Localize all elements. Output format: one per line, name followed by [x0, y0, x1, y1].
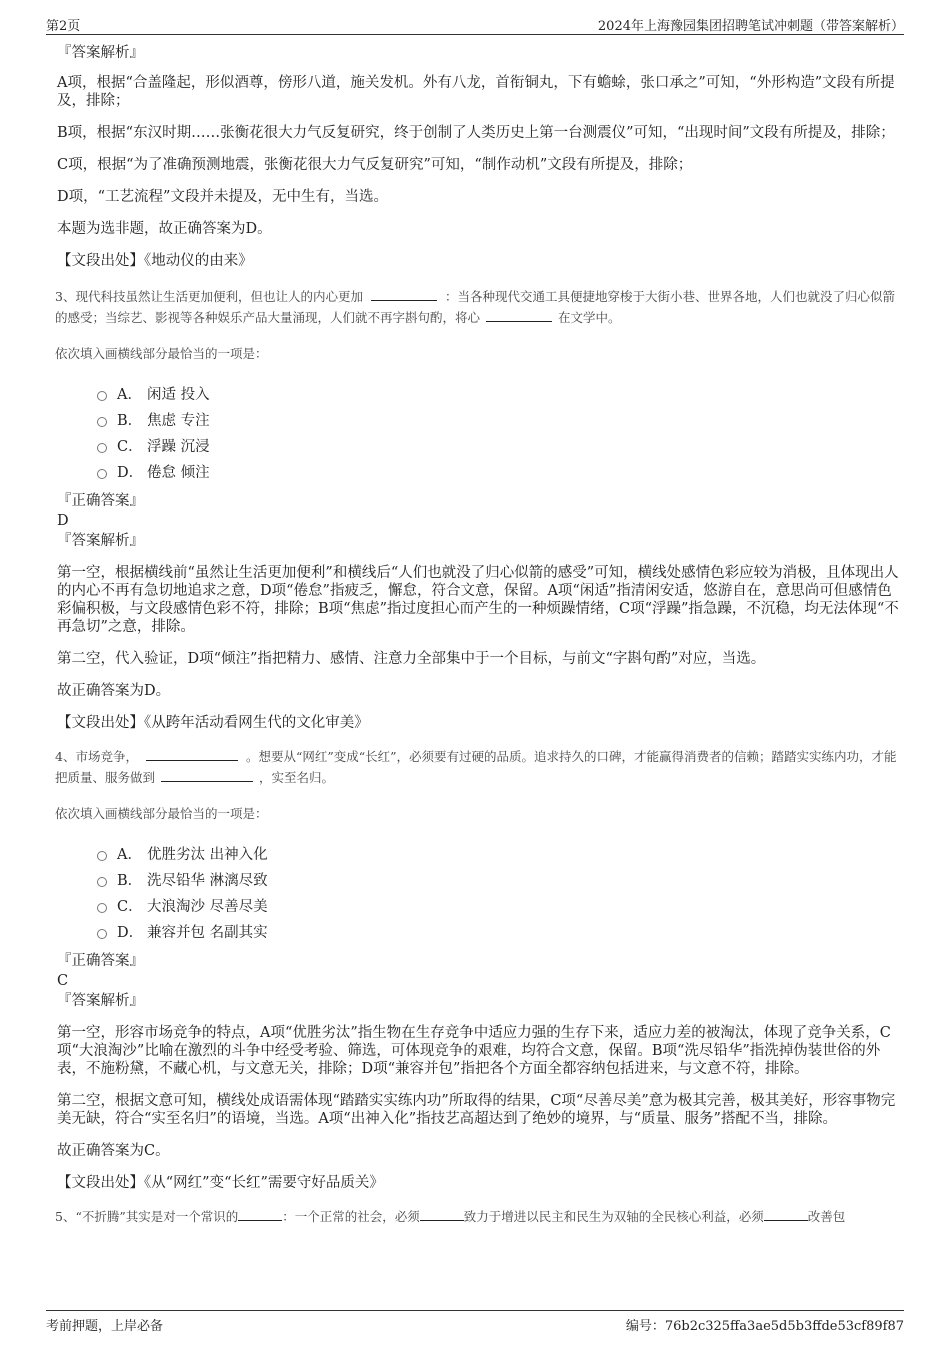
question-instruction: 依次填入画横线部分最恰当的一项是：: [55, 806, 268, 821]
footer-slogan: 考前押题，上岸必备: [46, 1319, 164, 1334]
fill-blank: [764, 1208, 808, 1221]
analysis-paragraph: A项，根据“合盖隆起，形似酒尊，傍形八道，施关发机。外有八龙，首衔铜丸，下有蟾蜍，张口承之”可知，“外形构造”文段有所提及，排除；: [57, 75, 895, 109]
radio-icon[interactable]: [97, 391, 107, 401]
analysis-paragraph: 故正确答案为D。: [57, 683, 171, 699]
analysis-paragraph: C项，根据“为了准确预测地震，张衡花很大力气反复研究”可知，“制作动机”文段有所提及，排除；: [57, 157, 693, 173]
source-citation: 【文段出处】《从跨年活动看网生代的文化审美》: [57, 715, 369, 731]
radio-icon[interactable]: [97, 877, 107, 887]
fill-blank: [238, 1208, 282, 1221]
document-id: 编号：76b2c325ffa3ae5d5b3ffde53cf89f87: [625, 1319, 904, 1334]
analysis-label: 『答案解析』: [57, 45, 144, 61]
radio-icon[interactable]: [97, 851, 107, 861]
option-d[interactable]: D． 兼容并包 名副其实: [97, 920, 904, 946]
option-a[interactable]: A． 优胜劣汰 出神入化: [97, 842, 904, 868]
page-header: [46, 12, 904, 35]
analysis-paragraph: 第一空，形容市场竞争的特点，A项“优胜劣汰”指生物在生存竞争中适应力强的生存下来，适应力差的被淘汰，体现了竞争关系，C项“大浪淘沙”比喻在激烈的斗争中经受考验、筛选，可体现竞争的艰难，均符合文意，保留。B项“洗尽铅华”指洗掉伪装世俗的外表，不施粉黛，不藏心机，与文意无关，排除；D项“兼容并包”指把各个方面全都容纳包括进来，与文意不符，排除。: [57, 1025, 891, 1077]
radio-icon[interactable]: [97, 417, 107, 427]
fill-blank: [161, 769, 253, 782]
option-c[interactable]: C． 大浪淘沙 尽善尽美: [97, 894, 904, 920]
question-4-stem: 4、市场竞争， 。想要从“网红”变成“长红”，必须要有过硬的品质。追求持久的口碑，才能赢得消费者的信赖；踏踏实实练内功，才能把质量、服务做到 ，实至名归。: [55, 749, 897, 785]
correct-answer-label: 『正确答案』: [57, 953, 144, 969]
radio-icon[interactable]: [97, 469, 107, 479]
option-b[interactable]: B． 焦虑 专注: [97, 408, 904, 434]
question-5-stem: 5、“不折腾”其实是对一个常识的 ：一个正常的社会，必须 致力于增进以民主和民生为双轴的全民核心利益，必须 改善包: [55, 1209, 846, 1224]
analysis-paragraph: 第二空，代入验证，D项“倾注”指把精力、感情、注意力全部集中于一个目标，与前文“字斟句酌”对应，当选。: [57, 651, 766, 667]
radio-icon[interactable]: [97, 903, 107, 913]
analysis-paragraph: 第一空，根据横线前“虽然让生活更加便利”和横线后“人们也就没了归心似箭的感受”可知，横线处感情色彩应较为消极，且体现出人的内心不再有急切地追求之意，D项“倦怠”指疲乏，懈怠，符合文意，保留。A项“闲适”指清闲安适，悠游自在，意思尚可但感情色彩偏积极，与文段感情色彩不符，排除；B项“焦虑”指过度担心而产生的一种烦躁情绪，C项“浮躁”指急躁，不沉稳，均无法体现“不再急切”之意，排除。: [57, 565, 899, 635]
option-d[interactable]: D． 倦怠 倾注: [97, 460, 904, 486]
page-number: 第2页: [46, 19, 81, 34]
question-4-options: [97, 842, 904, 946]
correct-answer: C: [57, 973, 69, 989]
correct-answer: D: [57, 513, 69, 529]
document-title: 2024年上海豫园集团招聘笔试冲刺题（带答案解析）: [597, 19, 904, 34]
question-instruction: 依次填入画横线部分最恰当的一项是：: [55, 346, 268, 361]
option-a[interactable]: A． 闲适 投入: [97, 382, 904, 408]
page-content: [57, 42, 904, 1243]
fill-blank: [371, 288, 437, 301]
fill-blank: [146, 748, 238, 761]
analysis-paragraph: B项，根据“东汉时期……张衡花很大力气反复研究，终于创制了人类历史上第一台测震仪”可知，“出现时间”文段有所提及，排除；: [57, 125, 895, 141]
analysis-paragraph: 第二空，根据文意可知，横线处成语需体现“踏踏实实练内功”所取得的结果，C项“尽善尽美”意为极其完善，极其美好，形容事物完美无缺，符合“实至名归”的语境，当选。A项“出神入化”指技艺高超达到了绝妙的境界，与“质量、服务”搭配不当，排除。: [57, 1093, 896, 1127]
source-citation: 【文段出处】《地动仪的由来》: [57, 253, 253, 269]
analysis-paragraph: 本题为选非题，故正确答案为D。: [57, 221, 272, 237]
analysis-paragraph: D项，“工艺流程”文段并未提及，无中生有，当选。: [57, 189, 388, 205]
source-citation: 【文段出处】《从“网红”变“长红”需要守好品质关》: [57, 1175, 384, 1191]
question-3-options: [97, 382, 904, 486]
option-c[interactable]: C． 浮躁 沉浸: [97, 434, 904, 460]
analysis-label: 『答案解析』: [57, 533, 144, 549]
analysis-paragraph: 故正确答案为C。: [57, 1143, 170, 1159]
page-footer: [46, 1310, 904, 1333]
fill-blank: [420, 1208, 464, 1221]
correct-answer-label: 『正确答案』: [57, 493, 144, 509]
option-b[interactable]: B． 洗尽铅华 淋漓尽致: [97, 868, 904, 894]
analysis-label: 『答案解析』: [57, 993, 144, 1009]
question-3-stem: 3、现代科技虽然让生活更加便利，但也让人的内心更加 ：当各种现代交通工具便捷地穿梭于大街小巷、世界各地，人们也就没了归心似箭的感受；当综艺、影视等各种娱乐产品大量涌现，人们就不再字斟句酌，将心 在文学中。: [55, 289, 895, 325]
fill-blank: [486, 309, 552, 322]
radio-icon[interactable]: [97, 443, 107, 453]
radio-icon[interactable]: [97, 929, 107, 939]
